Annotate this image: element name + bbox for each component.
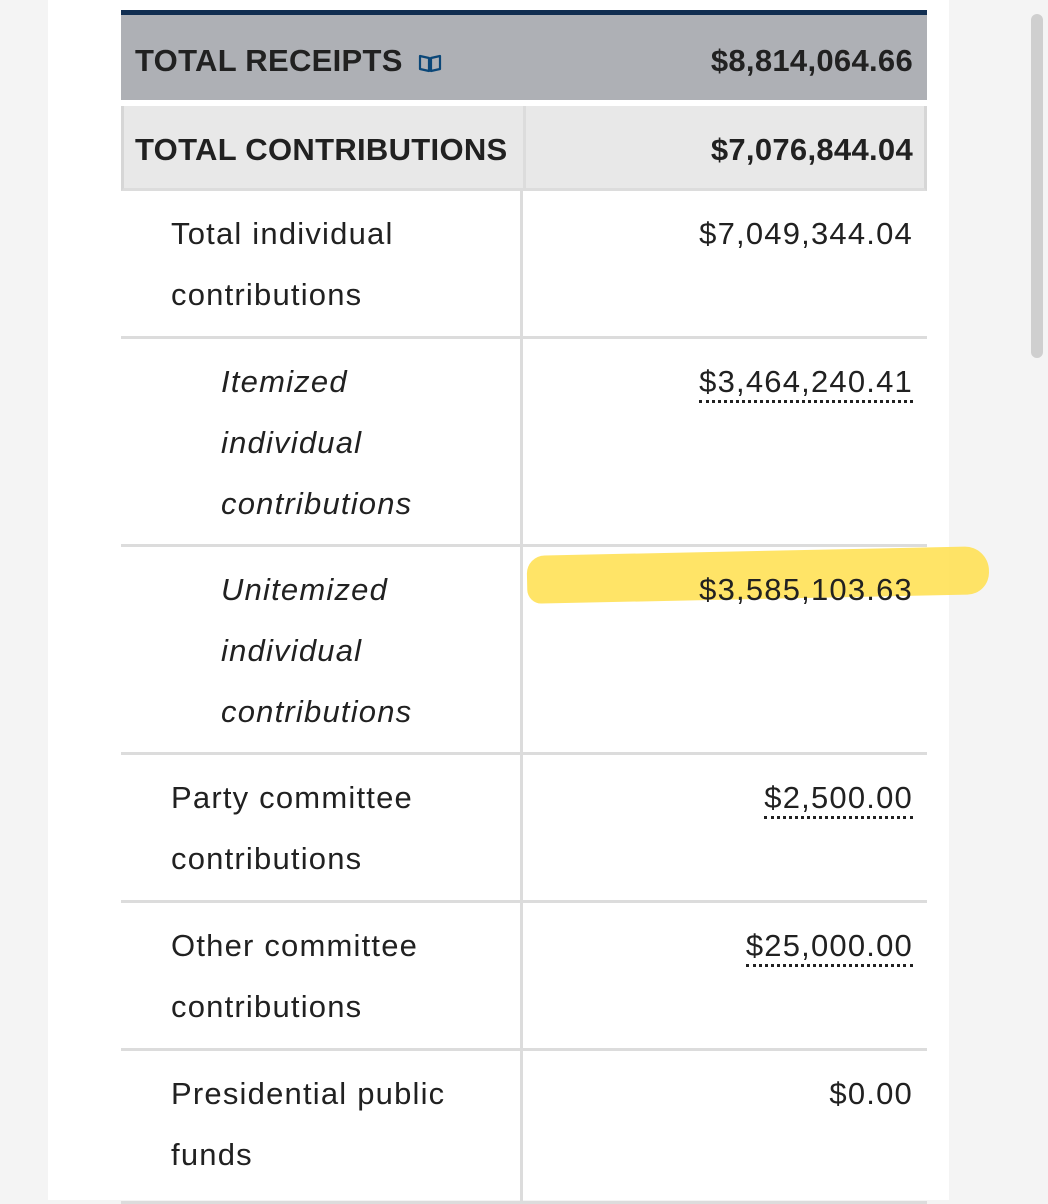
row-label-line: contributions bbox=[221, 694, 413, 729]
book-icon[interactable] bbox=[418, 45, 442, 81]
scrollbar[interactable] bbox=[1031, 14, 1043, 358]
table-row bbox=[121, 903, 927, 1051]
table-row bbox=[121, 191, 927, 339]
row-label-line: Itemized bbox=[221, 364, 348, 399]
table-row bbox=[121, 1051, 927, 1204]
total-individual-value: $7,049,344.04 bbox=[699, 216, 913, 251]
unitemized-value: $3,585,103.63 bbox=[699, 572, 913, 607]
party-committee-value-link[interactable]: $2,500.00 bbox=[764, 780, 913, 819]
row-label-line: contributions bbox=[221, 486, 413, 521]
row-label-line: contributions bbox=[171, 841, 363, 876]
row-label-line: individual bbox=[221, 425, 363, 460]
row-label-line: Other committee bbox=[171, 928, 419, 963]
total-contributions-value: $7,076,844.04 bbox=[710, 132, 913, 167]
other-committee-value-link[interactable]: $25,000.00 bbox=[746, 928, 913, 967]
financial-summary-table bbox=[121, 10, 927, 1204]
total-receipts-row bbox=[121, 15, 927, 106]
row-label-line: funds bbox=[171, 1137, 253, 1172]
row-label-line: Total individual bbox=[171, 216, 394, 251]
row-label-line: contributions bbox=[171, 989, 363, 1024]
row-label-line: Party committee bbox=[171, 780, 413, 815]
row-label-line: Presidential public bbox=[171, 1076, 446, 1111]
total-contributions-label: TOTAL CONTRIBUTIONS bbox=[124, 106, 526, 188]
presidential-funds-value: $0.00 bbox=[829, 1076, 913, 1111]
table-row bbox=[121, 547, 927, 755]
itemized-value-link[interactable]: $3,464,240.41 bbox=[699, 364, 913, 403]
table-row bbox=[121, 755, 927, 903]
row-label-line: contributions bbox=[171, 277, 363, 312]
total-receipts-value: $8,814,064.66 bbox=[710, 43, 913, 78]
row-label-line: individual bbox=[221, 633, 363, 668]
total-receipts-label: TOTAL RECEIPTS bbox=[135, 43, 403, 78]
table-row bbox=[121, 339, 927, 547]
total-contributions-row bbox=[121, 106, 927, 191]
row-label-line: Unitemized bbox=[221, 572, 389, 607]
